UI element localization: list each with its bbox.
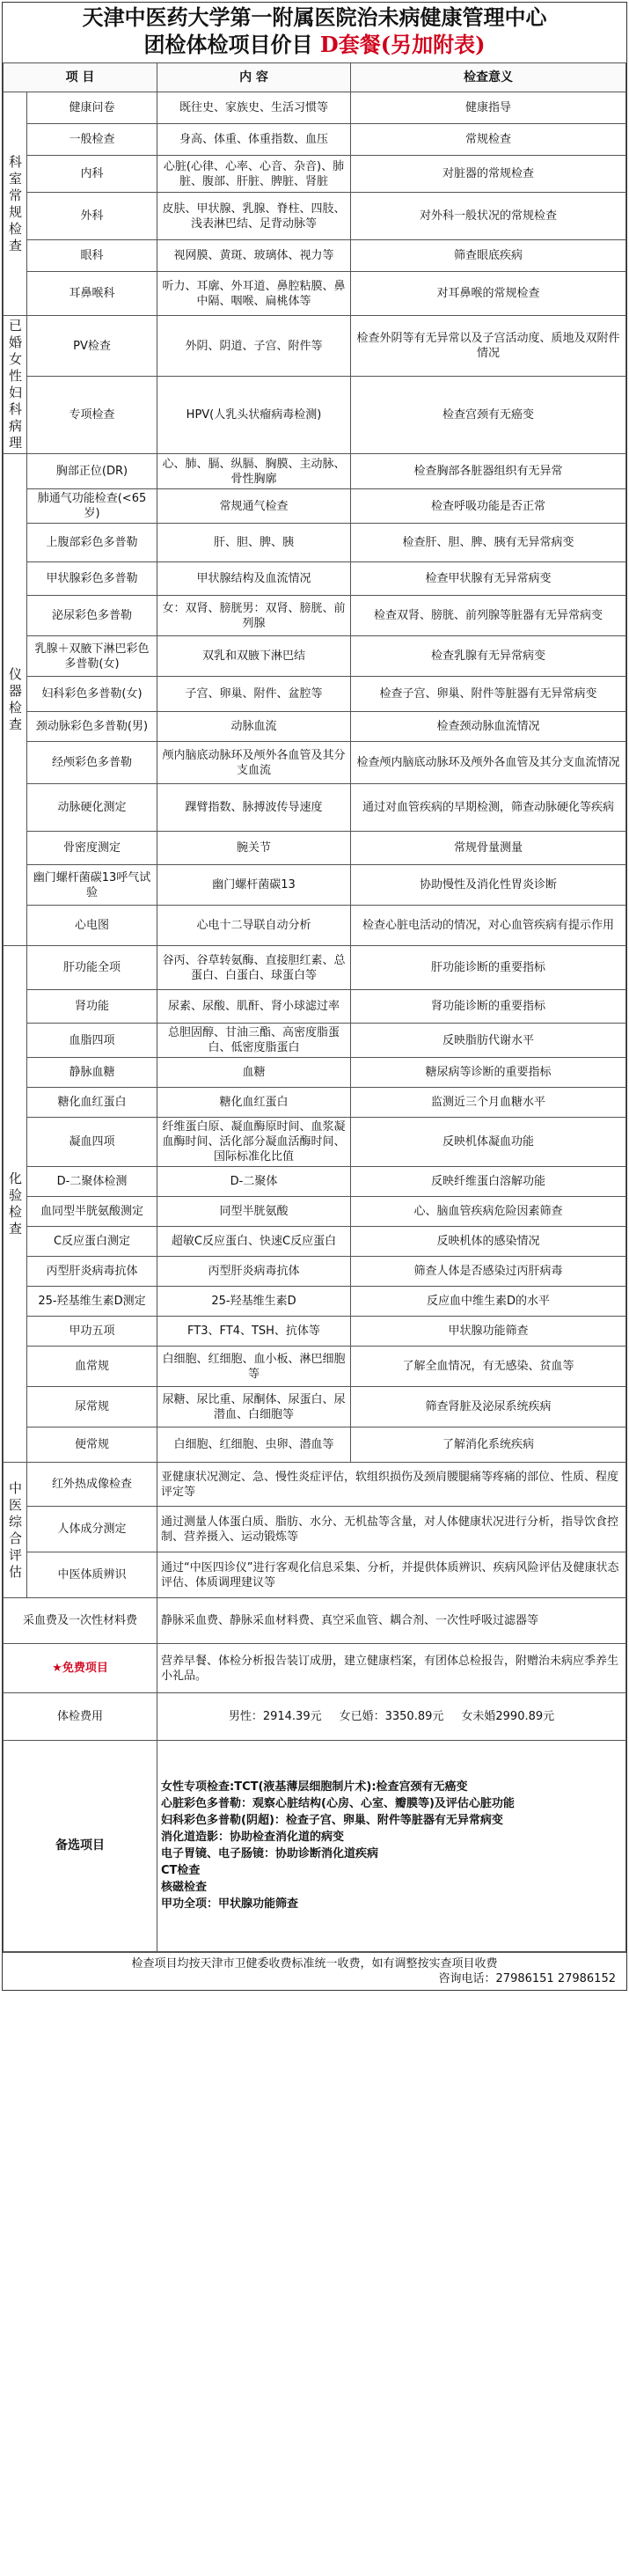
table-row bbox=[4, 156, 626, 193]
row-item: 中医体质辨识 bbox=[27, 1552, 157, 1598]
table-row bbox=[4, 1347, 626, 1387]
table-row bbox=[4, 1552, 626, 1598]
table-row bbox=[4, 784, 626, 832]
category-tcm: 中医综合评估 bbox=[4, 1463, 27, 1598]
row-content: 腕关节 bbox=[157, 832, 351, 865]
row-item: 内科 bbox=[27, 156, 157, 193]
row-content: 动脉血流 bbox=[157, 712, 351, 742]
table-row bbox=[4, 92, 626, 124]
row-meaning: 监测近三个月血糖水平 bbox=[351, 1088, 626, 1118]
row-meaning: 检查肝、胆、脾、胰有无异常病变 bbox=[351, 524, 626, 562]
optional-item: CT检查 bbox=[161, 1864, 201, 1877]
optional-item: 女性专项检查:TCT(液基薄层细胞制片术):检查宫颈有无癌变 bbox=[161, 1780, 468, 1794]
row-meaning: 常规骨量测量 bbox=[351, 832, 626, 865]
row-content: 听力、耳廓、外耳道、鼻腔粘膜、鼻中隔、咽喉、扁桃体等 bbox=[157, 272, 351, 316]
row-meaning: 反应血中维生素D的水平 bbox=[351, 1287, 626, 1317]
table-header bbox=[4, 63, 626, 92]
row-item: 肺通气功能检查(<65岁) bbox=[27, 489, 157, 524]
row-item: 经颅彩色多普勒 bbox=[27, 742, 157, 784]
row-item: 红外热成像检查 bbox=[27, 1463, 157, 1507]
row-meaning: 检查心脏电活动的情况，对心血管疾病有提示作用 bbox=[351, 906, 626, 946]
row-item: 便常规 bbox=[27, 1427, 157, 1463]
row-item: 血同型半胱氨酸测定 bbox=[27, 1197, 157, 1227]
table-row bbox=[4, 1598, 626, 1644]
fee-female_other: 女未婚2990.89元 bbox=[461, 1710, 555, 1723]
document-subtitle bbox=[3, 31, 626, 62]
row-item: 心电图 bbox=[27, 906, 157, 946]
optional-item: 电子胃镜、电子肠镜：协助诊断消化道疾病 bbox=[161, 1847, 379, 1860]
table-row bbox=[4, 742, 626, 784]
row-item: 尿常规 bbox=[27, 1387, 157, 1427]
row-content: 肝、胆、脾、胰 bbox=[157, 524, 351, 562]
row-content: 身高、体重、体重指数、血压 bbox=[157, 124, 351, 156]
row-content: 25-羟基维生素D bbox=[157, 1287, 351, 1317]
optional-list bbox=[157, 1741, 626, 1952]
row-item: 胸部正位(DR) bbox=[27, 454, 157, 489]
row-meaning: 检查双肾、膀胱、前列腺等脏器有无异常病变 bbox=[351, 596, 626, 636]
table-row bbox=[4, 1317, 626, 1347]
row-content: 幽门螺杆菌碳13 bbox=[157, 865, 351, 906]
table-row bbox=[4, 677, 626, 712]
row-meaning: 反映脂肪代谢水平 bbox=[351, 1024, 626, 1058]
row-content: 心脏(心律、心率、心音、杂音)、肺脏、腹部、肝脏、脾脏、肾脏 bbox=[157, 156, 351, 193]
row-item: 静脉血糖 bbox=[27, 1058, 157, 1088]
row-content: 心电十二导联自动分析 bbox=[157, 906, 351, 946]
table-row bbox=[4, 524, 626, 562]
row-meaning: 通过测量人体蛋白质、脂肪、水分、无机盐等含量，对人体健康状况进行分析，指导饮食控制、营养摄入、运动锻炼等 bbox=[157, 1507, 626, 1552]
optional-item: 消化道造影：协助检查消化道的病变 bbox=[161, 1831, 345, 1844]
row-content: FT3、FT4、TSH、抗体等 bbox=[157, 1317, 351, 1347]
row-meaning: 对脏器的常规检查 bbox=[351, 156, 626, 193]
row-content: 尿素、尿酸、肌酐、肾小球滤过率 bbox=[157, 990, 351, 1024]
table-row bbox=[4, 562, 626, 596]
package-extra: (另加附表) bbox=[380, 32, 486, 57]
row-content: 丙型肝炎病毒抗体 bbox=[157, 1257, 351, 1287]
table-row bbox=[4, 454, 626, 489]
table-row bbox=[4, 377, 626, 454]
table-row bbox=[4, 1287, 626, 1317]
table-row bbox=[4, 240, 626, 272]
row-item: 幽门螺杆菌碳13呼气试验 bbox=[27, 865, 157, 906]
table-row bbox=[4, 124, 626, 156]
row-meaning: 了解消化系统疾病 bbox=[351, 1427, 626, 1463]
optional-item: 心脏彩色多普勒：观察心脏结构(心房、心室、瓣膜等)及评估心脏功能 bbox=[161, 1797, 515, 1810]
table-row bbox=[4, 1024, 626, 1058]
row-item: 糖化血红蛋白 bbox=[27, 1088, 157, 1118]
row-item: 耳鼻喉科 bbox=[27, 272, 157, 316]
row-content: 总胆固醇、甘油三酯、高密度脂蛋白、低密度脂蛋白 bbox=[157, 1024, 351, 1058]
row-meaning: 通过“中医四诊仪”进行客观化信息采集、分析，并提供体质辨识、疾病风险评估及健康状态评估、体质调理建议等 bbox=[157, 1552, 626, 1598]
row-meaning: 检查呼吸功能是否正常 bbox=[351, 489, 626, 524]
fee-values bbox=[157, 1693, 626, 1741]
free-text: 营养早餐、体检分析报告装订成册，建立健康档案，有团体总检报告，附赠治未病应季养生小礼品。 bbox=[157, 1644, 626, 1693]
row-meaning: 通过对血管疾病的早期检测，筛查动脉硬化等疾病 bbox=[351, 784, 626, 832]
package-name: D套餐 bbox=[319, 32, 381, 57]
row-item: D-二聚体检测 bbox=[27, 1167, 157, 1197]
row-content: 心、肺、膈、纵膈、胸膜、主动脉、骨性胸廓 bbox=[157, 454, 351, 489]
optional-label: 备选项目 bbox=[4, 1741, 157, 1952]
row-meaning: 检查甲状腺有无异常病变 bbox=[351, 562, 626, 596]
row-content: 超敏C反应蛋白、快速C反应蛋白 bbox=[157, 1227, 351, 1257]
row-content: 视网膜、黄斑、玻璃体、视力等 bbox=[157, 240, 351, 272]
row-content: 白细胞、红细胞、血小板、淋巴细胞等 bbox=[157, 1347, 351, 1387]
row-meaning: 检查胸部各脏器组织有无异常 bbox=[351, 454, 626, 489]
category-instrument: 仪器检查 bbox=[4, 454, 27, 946]
table-row bbox=[4, 1088, 626, 1118]
row-meaning: 检查子宫、卵巢、附件等脏器有无异常病变 bbox=[351, 677, 626, 712]
row-meaning: 检查宫颈有无癌变 bbox=[351, 377, 626, 454]
row-content: 女：双肾、膀胱男：双肾、膀胱、前列腺 bbox=[157, 596, 351, 636]
row-meaning: 静脉采血费、静脉采血材料费、真空采血管、耦合剂、一次性呼吸过滤器等 bbox=[157, 1598, 626, 1644]
row-item: 采血费及一次性材料费 bbox=[4, 1598, 157, 1644]
row-meaning: 协助慢性及消化性胃炎诊断 bbox=[351, 865, 626, 906]
row-meaning: 亚健康状况测定、急、慢性炎症评估，软组织损伤及颈肩腰腿痛等疼痛的部位、性质、程度评定等 bbox=[157, 1463, 626, 1507]
table-row bbox=[4, 1227, 626, 1257]
fee-row bbox=[4, 1693, 626, 1741]
row-item: C反应蛋白测定 bbox=[27, 1227, 157, 1257]
row-meaning: 糖尿病等诊断的重要指标 bbox=[351, 1058, 626, 1088]
row-item: 骨密度测定 bbox=[27, 832, 157, 865]
row-meaning: 常规检查 bbox=[351, 124, 626, 156]
row-meaning: 筛查肾脏及泌尿系统疾病 bbox=[351, 1387, 626, 1427]
row-item: 肝功能全项 bbox=[27, 946, 157, 990]
document-title: 天津中医药大学第一附属医院治未病健康管理中心 bbox=[82, 4, 547, 30]
header-content: 内 容 bbox=[157, 63, 351, 92]
header-meaning: 检查意义 bbox=[351, 63, 626, 92]
row-meaning: 检查颈动脉血流情况 bbox=[351, 712, 626, 742]
row-item: 专项检查 bbox=[27, 377, 157, 454]
footer-phones: 咨询电话：27986151 27986152 bbox=[438, 1972, 616, 1985]
fee-female_unmarried: 女已婚：3350.89元 bbox=[339, 1710, 444, 1723]
table-row bbox=[4, 712, 626, 742]
row-meaning: 健康指导 bbox=[351, 92, 626, 124]
row-content: 既往史、家族史、生活习惯等 bbox=[157, 92, 351, 124]
row-content: 皮肤、甲状腺、乳腺、脊柱、四肢、浅表淋巴结、足背动脉等 bbox=[157, 193, 351, 240]
row-item: 乳腺＋双腋下淋巴彩色多普勒(女) bbox=[27, 636, 157, 677]
table-row bbox=[4, 596, 626, 636]
table-row bbox=[4, 1257, 626, 1287]
row-item: 丙型肝炎病毒抗体 bbox=[27, 1257, 157, 1287]
row-content: 甲状腺结构及血流情况 bbox=[157, 562, 351, 596]
row-item: 人体成分测定 bbox=[27, 1507, 157, 1552]
row-item: 泌尿彩色多普勒 bbox=[27, 596, 157, 636]
row-item: 健康问卷 bbox=[27, 92, 157, 124]
table-row bbox=[4, 1427, 626, 1463]
row-content: 谷丙、谷草转氨酶、直接胆红素、总蛋白、白蛋白、球蛋白等 bbox=[157, 946, 351, 990]
fee-male: 男性：2914.39元 bbox=[228, 1710, 322, 1723]
table-row bbox=[4, 865, 626, 906]
row-meaning: 反映机体的感染情况 bbox=[351, 1227, 626, 1257]
row-item: 甲功五项 bbox=[27, 1317, 157, 1347]
row-meaning: 筛查眼底疾病 bbox=[351, 240, 626, 272]
category-lab: 化验检查 bbox=[4, 946, 27, 1463]
header-item: 项 目 bbox=[4, 63, 157, 92]
optional-row bbox=[4, 1741, 626, 1952]
table-row bbox=[4, 906, 626, 946]
row-item: 肾功能 bbox=[27, 990, 157, 1024]
row-content: 糖化血红蛋白 bbox=[157, 1088, 351, 1118]
row-item: 血脂四项 bbox=[27, 1024, 157, 1058]
table-row bbox=[4, 946, 626, 990]
table-row bbox=[4, 1507, 626, 1552]
row-meaning: 检查外阴等有无异常以及子宫活动度、质地及双附件情况 bbox=[351, 316, 626, 377]
price-document bbox=[2, 2, 627, 1991]
row-content: 纤维蛋白原、凝血酶原时间、血浆凝血酶时间、活化部分凝血活酶时间、国际标准化比值 bbox=[157, 1118, 351, 1167]
row-meaning: 筛查人体是否感染过丙肝病毒 bbox=[351, 1257, 626, 1287]
items-table bbox=[3, 62, 626, 1952]
row-meaning: 对外科一般状况的常规检查 bbox=[351, 193, 626, 240]
subtitle-main: 团检体检项目价目 bbox=[143, 32, 313, 57]
table-row bbox=[4, 1167, 626, 1197]
row-content: 白细胞、红细胞、虫卵、潜血等 bbox=[157, 1427, 351, 1463]
row-content: 子宫、卵巢、附件、盆腔等 bbox=[157, 677, 351, 712]
row-meaning: 反映机体凝血功能 bbox=[351, 1118, 626, 1167]
row-item: PV检查 bbox=[27, 316, 157, 377]
row-item: 血常规 bbox=[27, 1347, 157, 1387]
table-row bbox=[4, 489, 626, 524]
free-label: ★免费项目 bbox=[4, 1644, 157, 1693]
row-meaning: 反映纤维蛋白溶解功能 bbox=[351, 1167, 626, 1197]
row-item: 25-羟基维生素D测定 bbox=[27, 1287, 157, 1317]
footer-line1: 检查项目均按天津市卫健委收费标准统一收费，如有调整按实查项目收费 bbox=[131, 1957, 498, 1971]
row-item: 甲状腺彩色多普勒 bbox=[27, 562, 157, 596]
row-content: 踝臂指数、脉搏波传导速度 bbox=[157, 784, 351, 832]
optional-item: 核磁检查 bbox=[161, 1881, 208, 1894]
row-item: 动脉硬化测定 bbox=[27, 784, 157, 832]
row-meaning: 检查颅内脑底动脉环及颅外各血管及其分支血流情况 bbox=[351, 742, 626, 784]
table-row bbox=[4, 1463, 626, 1507]
row-item: 凝血四项 bbox=[27, 1118, 157, 1167]
row-item: 一般检查 bbox=[27, 124, 157, 156]
row-item: 眼科 bbox=[27, 240, 157, 272]
table-row bbox=[4, 636, 626, 677]
row-item: 上腹部彩色多普勒 bbox=[27, 524, 157, 562]
category-routine: 科室常规检查 bbox=[4, 92, 27, 316]
table-row bbox=[4, 1058, 626, 1088]
row-meaning: 对耳鼻喉的常规检查 bbox=[351, 272, 626, 316]
table-row bbox=[4, 832, 626, 865]
optional-item: 甲功全项：甲状腺功能筛查 bbox=[161, 1897, 299, 1911]
table-row bbox=[4, 1197, 626, 1227]
free-row bbox=[4, 1644, 626, 1693]
row-content: HPV(人乳头状瘤病毒检测) bbox=[157, 377, 351, 454]
footer-note bbox=[3, 1952, 626, 1990]
row-content: 同型半胱氨酸 bbox=[157, 1197, 351, 1227]
table-row bbox=[4, 990, 626, 1024]
row-content: 颅内脑底动脉环及颅外各血管及其分支血流 bbox=[157, 742, 351, 784]
row-item: 颈动脉彩色多普勒(男) bbox=[27, 712, 157, 742]
table-row bbox=[4, 1118, 626, 1167]
table-body bbox=[4, 92, 626, 1952]
table-row bbox=[4, 193, 626, 240]
table-row bbox=[4, 316, 626, 377]
category-gyn: 已婚女性妇科病理 bbox=[4, 316, 27, 454]
table-row bbox=[4, 1387, 626, 1427]
row-meaning: 肝功能诊断的重要指标 bbox=[351, 946, 626, 990]
optional-item: 妇科彩色多普勒(阴超)：检查子宫、卵巢、附件等脏器有无异常病变 bbox=[161, 1814, 503, 1827]
row-content: 常规通气检查 bbox=[157, 489, 351, 524]
row-meaning: 甲状腺功能筛查 bbox=[351, 1317, 626, 1347]
row-item: 妇科彩色多普勒(女) bbox=[27, 677, 157, 712]
row-content: 双乳和双腋下淋巴结 bbox=[157, 636, 351, 677]
table-row bbox=[4, 272, 626, 316]
row-meaning: 心、脑血管疾病危险因素筛查 bbox=[351, 1197, 626, 1227]
row-content: 血糖 bbox=[157, 1058, 351, 1088]
row-content: 尿糖、尿比重、尿酮体、尿蛋白、尿潜血、白细胞等 bbox=[157, 1387, 351, 1427]
fee-label: 体检费用 bbox=[4, 1693, 157, 1741]
row-meaning: 检查乳腺有无异常病变 bbox=[351, 636, 626, 677]
row-content: D-二聚体 bbox=[157, 1167, 351, 1197]
row-meaning: 了解全血情况，有无感染、贫血等 bbox=[351, 1347, 626, 1387]
row-meaning: 肾功能诊断的重要指标 bbox=[351, 990, 626, 1024]
row-content: 外阴、阴道、子宫、附件等 bbox=[157, 316, 351, 377]
row-item: 外科 bbox=[27, 193, 157, 240]
